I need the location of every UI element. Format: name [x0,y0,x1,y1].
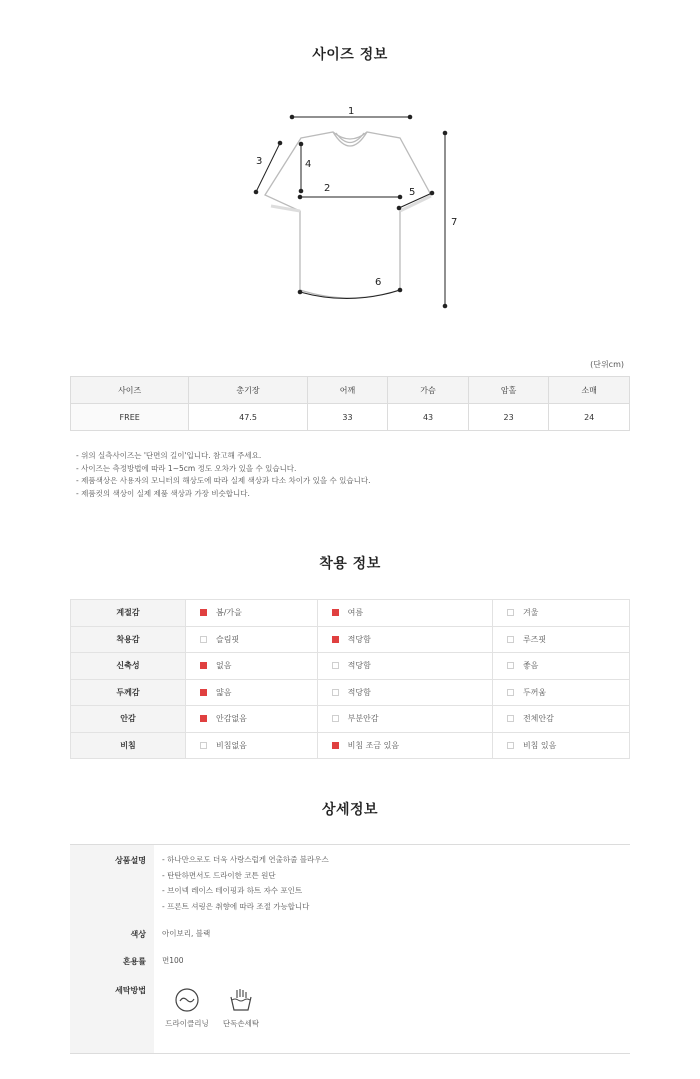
note-item: - 위의 실측사이즈는 '단면의 길이'입니다. 참고해 주세요. [76,451,262,460]
fit-option [186,679,318,706]
description-item: - 브이넥 레이스 테이핑과 하트 자수 포인트 [162,886,303,895]
table-row [71,404,630,431]
fit-attribute-label: 착용감 [71,626,186,653]
unchecked-box-icon [507,609,514,616]
size-table [70,376,630,431]
fit-option [492,653,629,680]
fit-option [317,653,492,680]
unchecked-box-icon [507,715,514,722]
dim-label-4: 4 [305,159,312,170]
fit-option [492,679,629,706]
header-chest: 가슴 [388,377,469,404]
material-value: 면100 [162,956,184,965]
fit-option [317,600,492,627]
fit-option-label: 봄/가을 [216,608,242,618]
fit-option [492,732,629,759]
unchecked-box-icon [507,636,514,643]
cell-armhole: 23 [468,404,549,431]
fit-option [492,626,629,653]
fit-option-label: 전체안감 [522,714,554,724]
description-item: - 하나만으로도 더욱 사랑스럽게 연출하줄 블라우스 [162,855,329,864]
checked-box-icon [332,609,339,616]
description-value [162,852,329,914]
color-value: 아이보리, 블랙 [162,929,211,938]
care-item-hand-wash [218,987,264,1029]
dim-label-7: 7 [451,217,458,228]
note-item: - 제품컷의 색상이 실제 제품 색상과 가장 비슷합니다. [76,488,250,498]
fit-option [317,706,492,733]
fit-option [317,679,492,706]
fit-option [186,600,318,627]
description-label: 상품설명 [115,856,146,865]
header-shoulder: 어깨 [307,377,388,404]
fit-option [186,732,318,759]
dim-label-5: 5 [409,187,416,198]
dim-label-3: 3 [256,156,263,167]
detail-label-column [70,845,154,1053]
fit-attribute-label: 두께감 [71,679,186,706]
care-item-dry-clean [162,987,212,1029]
dim-label-6: 6 [375,277,382,288]
unchecked-box-icon [200,742,207,749]
description-item: - 탄탄하면서도 드라이한 코튼 원단 [162,870,276,880]
unchecked-box-icon [332,689,339,696]
fit-attribute-label: 신축성 [71,653,186,680]
fit-row [71,626,630,653]
fit-attribute-label: 계절감 [71,600,186,627]
note-item: - 제품색상은 사용자의 모니터의 해상도에 따라 실제 색상과 다소 차이가 있을 수 있습니다. [76,476,371,485]
fit-option-label: 여름 [347,608,364,618]
size-section-title: 사이즈 정보 [312,47,388,63]
fit-option-label: 루즈핏 [522,634,547,644]
fit-option [317,732,492,759]
checked-box-icon [332,636,339,643]
cell-chest: 43 [388,404,469,431]
unchecked-box-icon [507,742,514,749]
cell-length: 47.5 [189,404,307,431]
cell-sleeve: 24 [549,404,630,431]
fit-option [186,653,318,680]
note-item: - 사이즈는 측정방법에 따라 1~5cm 정도 오차가 있을 수 있습니다. [76,463,297,473]
fit-option-label: 적당함 [347,661,371,671]
fit-row [71,732,630,759]
fit-attribute-label: 안감 [71,706,186,733]
checked-box-icon [200,715,207,722]
fit-option [186,706,318,733]
fit-option-label: 얇음 [216,687,232,697]
fit-option-label: 없음 [216,661,232,671]
dim-label-1: 1 [348,106,355,117]
cell-shoulder: 33 [307,404,388,431]
fit-section-title: 착용 정보 [319,556,381,572]
description-item: - 프론트 셔링은 취향에 따라 조절 가능합니다 [162,901,310,911]
fit-option [317,626,492,653]
detail-section-title: 상세정보 [321,802,379,818]
fit-option-label: 비침 조금 있음 [347,740,400,750]
measurement-points [254,115,448,309]
fit-option-label: 두꺼움 [522,687,547,697]
tshirt-measurement-diagram [240,100,470,315]
fit-option-label: 비침없음 [216,740,247,750]
fit-option-label: 슬림핏 [216,634,240,644]
care-label: 세탁방법 [115,986,146,995]
fit-option-label: 안감없음 [216,714,247,724]
tshirt-outline [265,132,431,298]
header-size: 사이즈 [71,377,189,404]
color-label: 색상 [130,930,146,939]
fit-option-label: 겨울 [522,608,539,618]
detail-panel [70,844,630,1054]
unchecked-box-icon [332,662,339,669]
unchecked-box-icon [507,662,514,669]
header-sleeve: 소매 [549,377,630,404]
fit-option-label: 비침 있음 [522,740,557,750]
size-table-header [71,377,630,404]
checked-box-icon [200,689,207,696]
unit-label: (단위cm) [590,360,624,369]
checked-box-icon [332,742,339,749]
checked-box-icon [200,662,207,669]
header-armhole: 암홀 [468,377,549,404]
hand-wash-icon [228,987,254,1013]
fit-option-label: 적당함 [347,687,371,697]
fit-option-label: 좋음 [522,661,539,671]
fit-option [186,626,318,653]
material-label: 혼용률 [122,957,146,966]
fit-row [71,653,630,680]
header-length: 총기장 [189,377,307,404]
unchecked-box-icon [332,715,339,722]
fit-row [71,600,630,627]
care-item-label: 단독손세탁 [222,1019,260,1028]
checked-box-icon [200,609,207,616]
dim-label-2: 2 [324,183,331,194]
care-item-label: 드라이클리닝 [165,1019,209,1028]
fit-row [71,706,630,733]
fit-table [70,599,630,759]
fit-option [492,600,629,627]
fit-option-label: 적당함 [347,634,371,644]
dry-clean-icon [174,987,200,1013]
size-notes [76,450,371,500]
unchecked-box-icon [200,636,207,643]
cell-size: FREE [71,404,189,431]
fit-attribute-label: 비침 [71,732,186,759]
fit-option [492,706,629,733]
unchecked-box-icon [507,689,514,696]
fit-row [71,679,630,706]
fit-option-label: 부분안감 [347,714,379,724]
